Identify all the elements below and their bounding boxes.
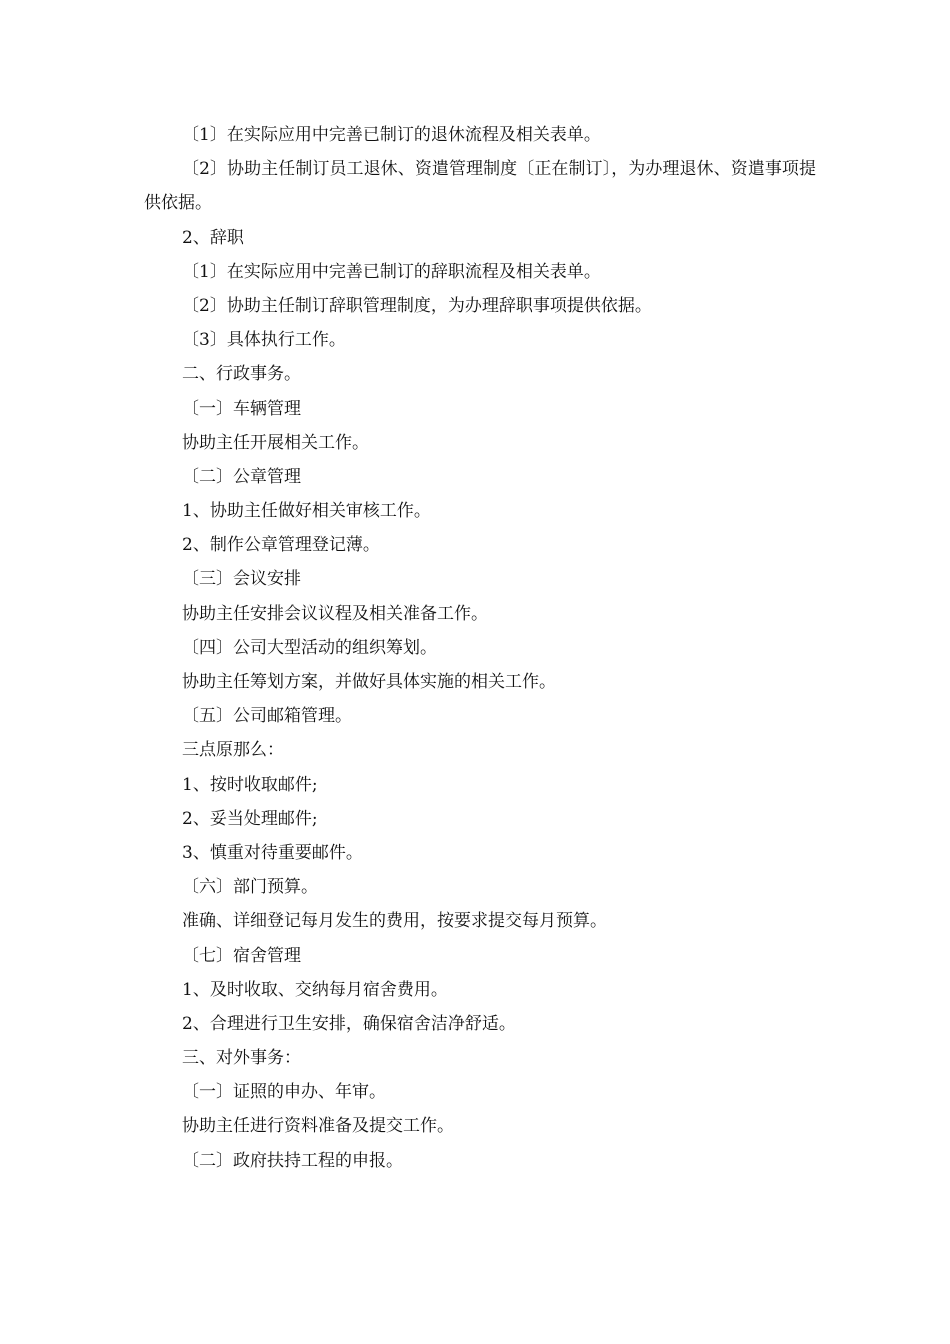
- paragraph-mail-1: 1、按时收取邮件;: [182, 774, 318, 795]
- paragraph-resignation-1: 〔1〕在实际应用中完善已制订的辞职流程及相关表单。: [182, 261, 601, 282]
- subheading-meetings: 〔三〕会议安排: [182, 569, 301, 590]
- section-heading-external: 三、对外事务：: [182, 1048, 301, 1069]
- paragraph-budget: 准确、详细登记每月发生的费用，按要求提交每月预算。: [182, 911, 607, 932]
- subheading-licenses: 〔一〕证照的申办、年审。: [182, 1082, 386, 1103]
- paragraph-retirement-1: 〔1〕在实际应用中完善已制订的退休流程及相关表单。: [182, 125, 601, 145]
- subheading-events: 〔四〕公司大型活动的组织筹划。: [182, 637, 437, 658]
- paragraph-resignation-2: 〔2〕协助主任制订辞职管理制度，为办理辞职事项提供依据。: [182, 295, 652, 316]
- paragraph-dormitory-2: 2、合理进行卫生安排，确保宿舍洁净舒适。: [182, 1013, 516, 1034]
- paragraph-dormitory-1: 1、及时收取、交纳每月宿舍费用。: [182, 979, 448, 1000]
- paragraph-resignation-3: 〔3〕具体执行工作。: [182, 330, 346, 351]
- paragraph-seal-2: 2、制作公章管理登记薄。: [182, 535, 380, 556]
- paragraph-mail-2: 2、妥当处理邮件;: [182, 808, 318, 829]
- paragraph-retirement-2: 〔2〕协助主任制订员工退休、资遣管理制度〔正在制订〕，为办理退休、资遣事项提供依据。: [144, 159, 816, 214]
- section-heading-admin: 二、行政事务。: [182, 364, 301, 385]
- subheading-government-support: 〔二〕政府扶持工程的申报。: [182, 1150, 403, 1171]
- heading-resignation: 2、辞职: [182, 227, 244, 248]
- paragraph-events: 协助主任筹划方案，并做好具体实施的相关工作。: [182, 672, 556, 693]
- paragraph-principles: 三点原那么：: [182, 740, 284, 761]
- paragraph-seal-1: 1、协助主任做好相关审核工作。: [182, 501, 431, 522]
- subheading-budget: 〔六〕部门预算。: [182, 877, 318, 898]
- subheading-seal: 〔二〕公章管理: [182, 466, 301, 487]
- paragraph-mail-3: 3、慎重对待重要邮件。: [182, 842, 363, 863]
- subheading-vehicles: 〔一〕车辆管理: [182, 398, 301, 419]
- subheading-mailbox: 〔五〕公司邮箱管理。: [182, 706, 352, 727]
- paragraph-meetings: 协助主任安排会议议程及相关准备工作。: [182, 603, 488, 624]
- subheading-dormitory: 〔七〕宿舍管理: [182, 945, 301, 966]
- paragraph-licenses: 协助主任进行资料准备及提交工作。: [182, 1116, 454, 1137]
- document-body: [144, 118, 816, 1178]
- paragraph-vehicles: 协助主任开展相关工作。: [182, 432, 369, 453]
